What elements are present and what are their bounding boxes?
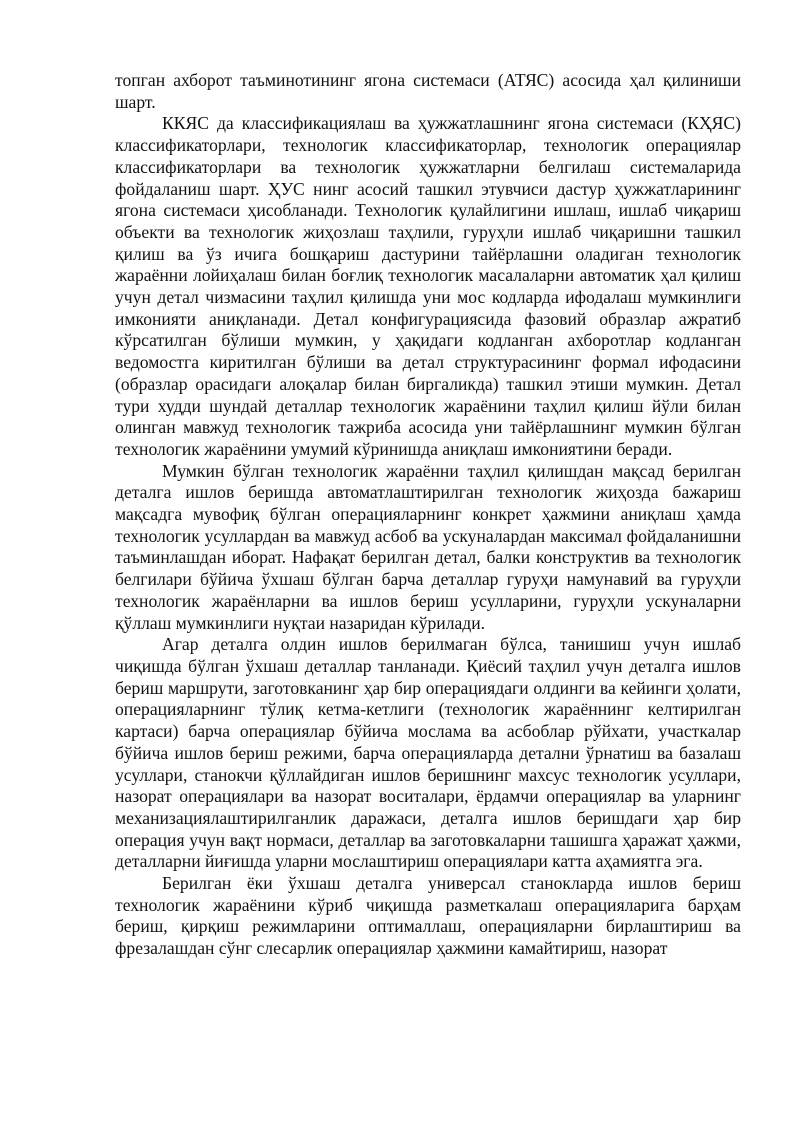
paragraph-universal-machines: Берилган ёки ўхшаш деталга универсал станокларда ишлов бериш технологик жараёнини кўриб чиқишда разметкалаш операцияларига барҳам бериш, қирқиш режимларини оптималлаш, операцияларни бирлаштириш ва фрезалашдан сўнг слесарлик операциялар ҳажмини камайтириш, назорат [115, 873, 741, 959]
paragraph-process-analysis: Мумкин бўлган технологик жараённи таҳлил қилишдан мақсад берилган деталга ишлов беришда автоматлаштирилган технологик жиҳозда бажариш мақсадга мувофиқ бўлган операцияларнинг конкрет ҳажмини аниқлаш ҳамда технологик усуллардан ва мавжуд асбоб ва ускуналардан максимал фойдаланишни таъминлашдан иборат. Нафақат берилган детал, балки конструктив ва технологик белгилари бўйича ўхшаш бўлган барча деталлар гуруҳи намунавий ва гуруҳли технологик жараёнларни ва ишлов бериш усулларини, гуруҳли ускуналарни қўллаш мумкинлиги нуқтаи назаридан кўрилади. [115, 460, 741, 633]
paragraph-continuation: топган ахборот таъминотининг ягона системаси (АТЯС) асосида ҳал қилиниши шарт. [115, 70, 741, 112]
document-page [115, 70, 741, 960]
paragraph-similar-parts: Агар деталга олдин ишлов берилмаган бўлса, танишиш учун ишлаб чиқишда бўлган ўхшаш деталлар танланади. Қиёсий таҳлил учун деталга ишлов бериш маршрути, заготовканинг ҳар бир операциядаги олдинги ва кейинги ҳолати, операцияларнинг тўлиқ кетма-кетлиги (технологик жараённинг келтирилган картаси) барча операциялар бўйича мослама ва асбоблар рўйхати, участкалар бўйича ишлов бериш режими, барча операцияларда детални ўрнатиш ва базалаш усуллари, станокчи қўллайдиган ишлов беришнинг махсус технологик усуллари, назорат операциялари ва назорат воситалари, ёрдамчи операциялар ва уларнинг механизациялаштирилганлик даражаси, деталга ишлов беришдаги ҳар бир операция учун вақт нормаси, деталлар ва заготовкаларни ташишга ҳаражат ҳажми, деталларни йиғишда уларни мослаштириш операциялари катта аҳамиятга эга. [115, 634, 741, 872]
paragraph-kkyas: ККЯС да классификациялаш ва ҳужжатлашнинг ягона системаси (КҲЯС) классификаторлари, технологик классификаторлар, технологик операциялар классификаторлари ва технологик ҳужжатларни белгилаш системаларида фойдаланиш шарт. ҲУС нинг асосий ташкил этувчиси дастур ҳужжатларининг ягона системаси ҳисобланади. Технологик қулайлигини ишлаш, ишлаб чиқариш объекти ва технологик жиҳозлаш таҳлили, гуруҳли ишлаб чиқаришни ташкил қилиш ва ўз ичига бошқариш дастурини тайёрлашни оладиган технологик жараённи лойиҳалаш билан боғлиқ технологик масалаларни автоматик ҳал қилиш учун детал чизмасини таҳлил қилишда уни мос кодларда ифодалаш мумкинлиги имконияти аниқланади. Детал конфигурациясида фазовий образлар ажратиб кўрсатилган бўлиши мумкин, у ҳақидаги кодланган ахборотлар кодланган ведомостга киритилган бўлиши ва детал структурасининг формал ифодасини (образлар орасидаги алоқалар билан биргаликда) ташкил этиши мумкин. Детал тури худди шундай деталлар технологик жараёнини таҳлил қилиш йўли билан олинган мавжуд технологик тажриба асосида уни тайёрлашнинг мумкин бўлган технологик жараёнини умумий кўринишда аниқлаш имкониятини беради. [115, 113, 741, 459]
